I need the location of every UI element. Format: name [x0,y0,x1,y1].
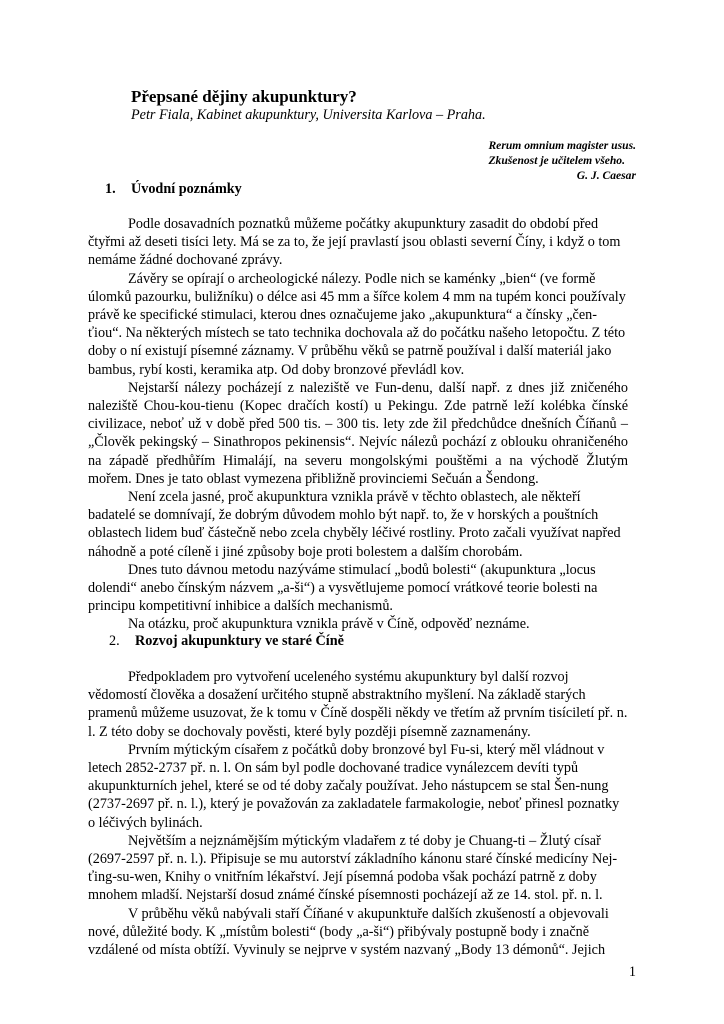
section-heading-2 [109,633,344,650]
paragraph: V průběhu věků nabývali staří Číňané v akupunktuře dalších zkušeností a objevovali nové, důležité body. K „místům bolesti“ (body „a-ši“) přibývaly postupně body i značně vzdálené od místa obtíží. Vyvinuly se nejprve v systém nazvaný „Body 13 démonů“. Jejich [88,905,609,959]
paragraph: Dnes tuto dávnou metodu nazýváme stimulací „bodů bolesti“ (akupunktura „locus dolendi“ anebo čínským názvem „a-ši“) a vysvětlujeme pomocí vrátkové teorie bolesti na principu kompetitivní inhibice a dalších mechanismů. [88,561,598,615]
paragraph: Prvním mýtickým císařem z počátků doby bronzové byl Fu-si, který měl vládnout v letech 2852-2737 př. n. l. On sám byl podle dochované tradice vynálezcem devíti typů akupunkturních jehel, které se od té doby začaly používat. Jeho nástupcem se stal Šen-nung (2737-2697 př. n. l.), který je považován za zakladatele farmakologie, neboť přinesl poznatky o léčivých bylinách. [88,741,620,831]
paragraph: Závěry se opírají o archeologické nálezy. Podle nich se kaménky „bien“ (ve formě úlomků pazourku, buližníku) o délce asi 45 mm a šířce kolem 4 mm na tupém konci používaly právě ke specifické stimulaci, kterou dnes označujeme jako „akupunktura“ a čínsky „čen-ťiou“. Na některých místech se tato technika dochovala až do počátku našeho letopočtu. Z této doby o ní existují písemné záznamy. V průběhu věků se patrně používal i další materiál jako bambus, rybí kosti, keramika atp. Od doby bronzové převládl kov. [88,270,626,378]
section-number: 2. [109,633,120,649]
section-2-body [88,668,628,959]
paragraph: Největším a nejznámějším mýtickým vladařem z té doby je Chuang-ti – Žlutý císař (2697-2597 př. n. l.). Připisuje se mu autorství základního kánonu staré čínské medicíny Nej-ťing-su-wen, Knihy o vnitřním lékařství. Její písemná podoba však pochází patrně z doby mnohem mladší. Nejstarší dosud známé čínské písemnosti pocházejí až ze 14. stol. př. n. l. [88,832,618,904]
section-number: 1. [105,181,116,197]
paragraph: Na otázku, proč akupunktura vznikla právě v Číně, odpověď neznáme. [128,616,530,633]
section-title: Úvodní poznámky [131,181,242,197]
paragraph: Není zcela jasné, proč akupunktura vznikla právě v těchto oblastech, ale někteří badatelé se domnívají, že dobrým důvodem mohlo být např. to, že v horských a pouštních oblastech lidem buď částečně nebo zcela chyběly léčivé rostliny. Proto začali využívat napřed náhodně a poté cíleně i jiné způsoby boje proti bolestem a dalším chorobám. [88,489,621,560]
section-1-body [88,215,628,634]
page-number: 1 [628,964,636,980]
motto-line: Rerum omnium magister usus. [488,139,636,152]
motto-block [488,138,636,183]
paragraph: Předpokladem pro vytvoření uceleného systému akupunktury byl další rozvoj vědomostí člověka a dosažení určitého stupně abstraktního myšlení. Na základě starých pramenů můžeme usuzovat, že k tomu v Číně dospěli někdy ve třetím až prvním tisíciletí př. n. l. Z této doby se dochovaly pověsti, které byly později písemně zaznamenány. [88,669,628,740]
motto-attribution: G. J. Caesar [576,169,636,182]
paragraph: Nejstarší nálezy pocházejí z naleziště ve Fun-denu, další např. z dnes již zničeného naleziště Chou-kou-tienu (Kopec dračích kostí) u Pekingu. Zde patrně leží kolébka čínské civilizace, neboť už v době před 500 tis. – 300 tis. lety zde žil předchůdce dnešních Číňanů – „Člověk pekingský – Sinathropos pekinensis“. Nejvíc nálezů pochází z oblouku ohraničeného na západě předhůřím Himalájí, na severu mongolskými pouštěmi a na východě Žlutým mořem. Dnes je tato oblast vymezena přibližně provinciemi Sečuán a Šendong. [88,379,628,487]
section-title: Rozvoj akupunktury ve staré Číně [135,633,344,649]
page-title: Přepsané dějiny akupunktury? [131,87,357,106]
paragraph: Podle dosavadních poznatků můžeme počátky akupunktury zasadit do období před čtyřmi až deseti tisíci lety. Má se za to, že její pravlastí jsou oblasti severní Číny, i když o tom nemáme žádné dochované zprávy. [88,216,621,269]
author-line: Petr Fiala, Kabinet akupunktury, Universita Karlova – Praha. [131,107,486,123]
motto-line: Zkušenost je učitelem všeho. [488,154,625,167]
section-heading-1 [105,181,242,198]
